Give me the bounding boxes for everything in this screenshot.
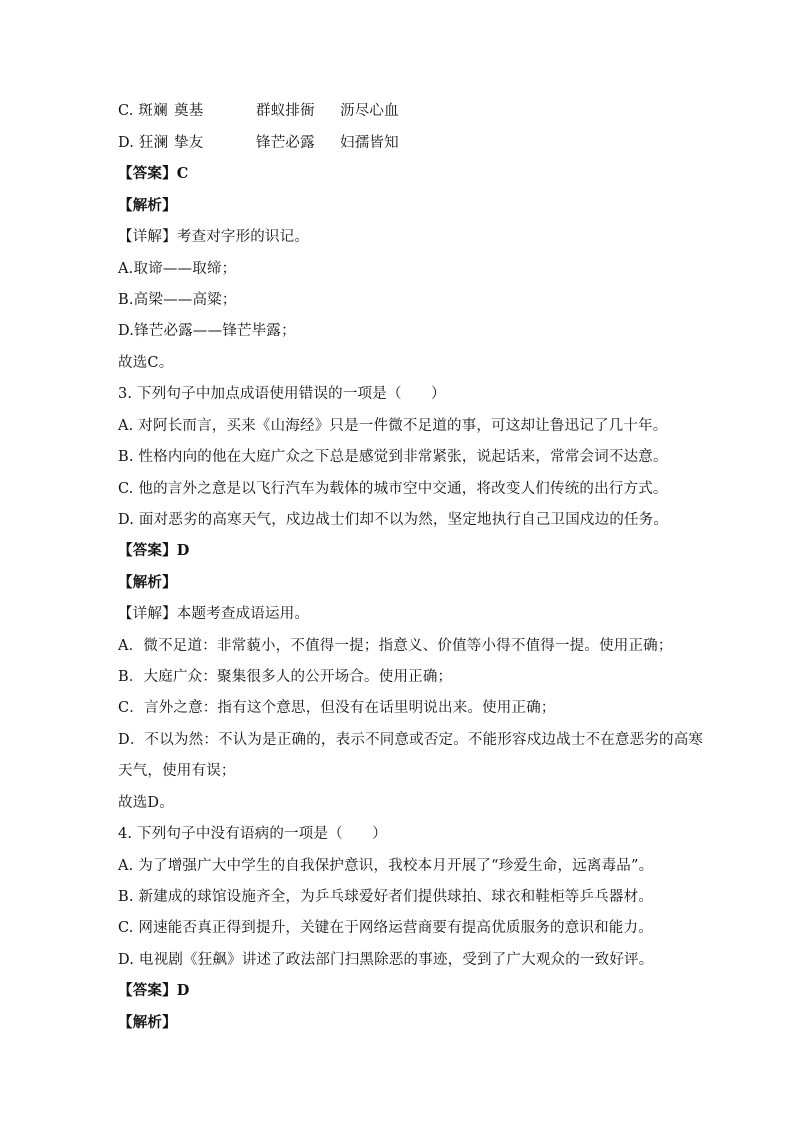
q3-explanation-b: B．大庭广众：聚集很多人的公开场合。使用正确； — [118, 669, 453, 685]
q3-explanation-d: D．不以为然：不认为是正确的，表示不同意或否定。不能形容戍边战士不在意恶劣的高寒 — [118, 732, 704, 748]
q3-option-c: C. 他的言外之意是以飞行汽车为载体的城市空中交通，将改变人们传统的出行方式。 — [118, 481, 668, 497]
q3-option-d: D. 面对恶劣的高寒天气，戍边战士们却不以为然，坚定地执行自己卫国戍边的任务。 — [118, 512, 669, 528]
q2-correction-b: B.高梁——高粱； — [118, 292, 237, 308]
q2-correction-a: A.取谛——取缔； — [118, 261, 237, 277]
q2-answer: 【答案】C — [118, 165, 189, 182]
q4-stem: 4. 下列句子中没有语病的一项是（ ） — [118, 826, 387, 842]
q2-option-d-word-2: 挚友 — [174, 135, 204, 151]
q2-option-c-word-2: 奠基 — [174, 103, 204, 119]
q2-correction-d: D.锋芒必露——锋芒毕露； — [118, 323, 296, 339]
q4-option-d: D. 电视剧《狂飙》讲述了政法部门扫黑除恶的事迹，受到了广大观众的一致好评。 — [118, 952, 654, 968]
q3-detail: 【详解】本题考查成语运用。 — [118, 606, 310, 622]
q2-option-c-word-3: 群蚁排衙 — [256, 103, 315, 119]
q4-option-a: A. 为了增强广大中学生的自我保护意识，我校本月开展了“珍爱生命，远离毒品”。 — [118, 858, 654, 874]
q2-conclusion: 故选C。 — [118, 355, 174, 371]
q4-option-c: C. 网速能否真正得到提升，关键在于网络运营商要有提高优质服务的意识和能力。 — [118, 920, 653, 936]
q3-stem: 3. 下列句子中加点成语使用错误的一项是（ ） — [118, 386, 446, 402]
q2-option-c-label: C. 斑斓 — [118, 103, 168, 119]
q2-option-c-word-4: 沥尽心血 — [340, 103, 399, 119]
q4-answer: 【答案】D — [118, 982, 190, 999]
q3-answer: 【答案】D — [118, 542, 190, 559]
q3-explanation-a: A．微不足道：非常藐小，不值得一提；指意义、价值等小得不值得一提。使用正确； — [118, 638, 673, 654]
q2-analysis-heading: 【解析】 — [118, 197, 177, 214]
q2-option-d — [118, 133, 426, 153]
q2-option-d-word-3: 锋芒必露 — [256, 135, 315, 151]
q3-explanation-d-cont: 天气，使用有误； — [118, 763, 236, 779]
q4-option-b: B. 新建成的球馆设施齐全，为乒乓球爱好者们提供球拍、球衣和鞋柜等乒乓器材。 — [118, 889, 653, 905]
q2-option-d-label: D. 狂澜 — [118, 135, 169, 151]
q4-analysis-heading: 【解析】 — [118, 1014, 177, 1031]
q2-option-c — [118, 101, 426, 121]
q3-option-a: A. 对阿长而言，买来《山海经》只是一件微不足道的事，可这却让鲁迅记了几十年。 — [118, 418, 668, 434]
q3-conclusion: 故选D。 — [118, 795, 174, 811]
q2-detail: 【详解】考查对字形的识记。 — [118, 229, 310, 245]
q3-explanation-c: C．言外之意：指有这个意思，但没有在话里明说出来。使用正确； — [118, 700, 556, 716]
q2-option-d-word-4: 妇孺皆知 — [340, 135, 399, 151]
q3-option-b: B. 性格内向的他在大庭广众之下总是感觉到非常紧张，说起话来，常常会词不达意。 — [118, 449, 668, 465]
q3-analysis-heading: 【解析】 — [118, 574, 177, 591]
